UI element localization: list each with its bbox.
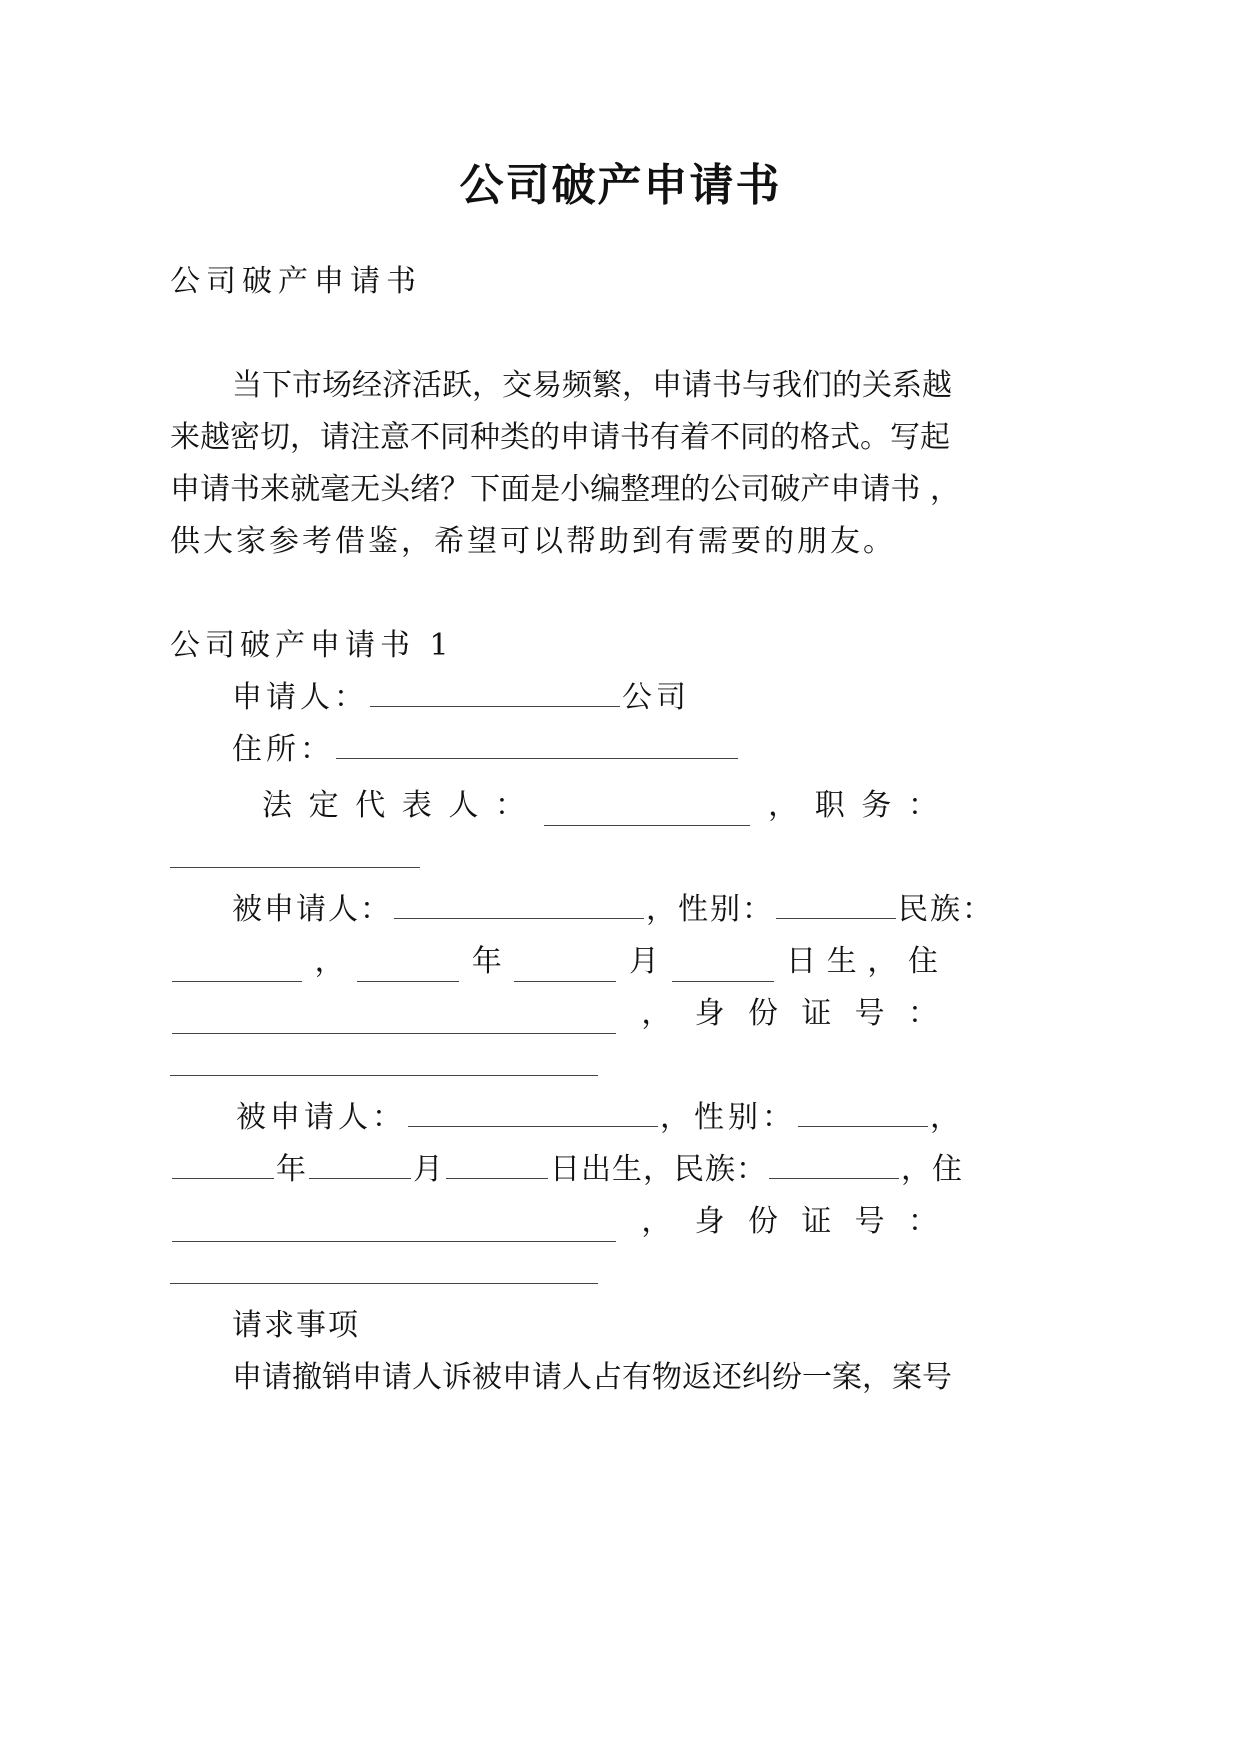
position-char: ： (907, 788, 938, 823)
respondent2-line-1 (236, 1098, 964, 1138)
request-text: 申请撤销申请人诉被申请人占有物返还纠纷一案，案号 (232, 1360, 952, 1395)
birth-year-blank (357, 955, 459, 982)
document-title: 公司破产申请书 (459, 160, 782, 211)
position-char: 务 (861, 788, 892, 823)
legal-rep-comma: ， (768, 788, 799, 823)
respondent1-ethnicity-label: 民族： (898, 892, 994, 927)
respondent2-gender-label: ，性别： (660, 1100, 796, 1135)
respondent1-id-blank (170, 1074, 598, 1076)
intro-line-4: 供大家参考借鉴，希望可以帮助到有需要的朋友。 (170, 524, 896, 559)
respondent1-address-blank (172, 1007, 616, 1034)
applicant-line (232, 678, 690, 718)
legal-rep-char: 表 (401, 788, 432, 823)
applicant-suffix: 公司 (622, 680, 690, 715)
day-char: 日 (786, 944, 817, 979)
residence-blank (336, 732, 738, 759)
year-label: 年 (276, 1152, 307, 1187)
id-char: 身 (694, 1204, 725, 1239)
day-char: 住 (907, 944, 938, 979)
id-char: 份 (747, 996, 778, 1031)
month-label: 月 (413, 1152, 444, 1187)
id-char: 号 (854, 1204, 885, 1239)
respondent1-label: 被申请人： (232, 892, 392, 927)
respondent1-ethnicity-blank (172, 955, 302, 982)
day-char: ， (867, 944, 898, 979)
year-label: 年 (471, 944, 502, 979)
respondent2-line-2 (170, 1150, 963, 1190)
legal-rep-char: 法 (262, 788, 292, 823)
birth-year-blank (172, 1152, 274, 1179)
section-heading: 公司破产申请书 1 (170, 628, 454, 663)
residence-line (232, 730, 740, 770)
day-char: 生 (826, 944, 857, 979)
legal-rep-blank (544, 799, 750, 826)
position-blank (170, 866, 420, 868)
respondent1-line-2 (170, 942, 938, 982)
respondent2-gender-blank (798, 1100, 928, 1127)
birth-month-blank (309, 1152, 411, 1179)
document-subtitle: 公司破产申请书 (170, 264, 422, 299)
respondent2-address-blank (172, 1215, 616, 1242)
respondent2-id-blank (170, 1282, 598, 1284)
id-char: 证 (801, 996, 832, 1031)
respondent2-name-blank (408, 1100, 658, 1127)
month-label: 月 (628, 944, 659, 979)
comma: ， (930, 1100, 964, 1135)
residence-label: 住所： (232, 732, 334, 767)
respondent2-label: 被申请人： (236, 1100, 406, 1135)
applicant-label: 申请人： (232, 680, 368, 715)
comma: ， (314, 944, 345, 979)
id-char: ， (641, 1204, 672, 1239)
respondent1-gender-label: ，性别： (646, 892, 774, 927)
respondent1-gender-blank (776, 892, 896, 919)
legal-rep-char: 人 (448, 788, 479, 823)
birth-day-blank (672, 955, 774, 982)
intro-line-3: 申请书来就毫无头绪？下面是小编整理的公司破产申请书 ， (170, 472, 960, 507)
id-char: 身 (694, 996, 725, 1031)
birth-day-blank (446, 1152, 548, 1179)
id-char: 份 (747, 1204, 778, 1239)
legal-rep-char: 定 (308, 788, 339, 823)
position-char: 职 (814, 788, 845, 823)
residence-label: ，住 (901, 1152, 963, 1187)
id-char: 证 (801, 1204, 832, 1239)
respondent1-line-1 (232, 890, 994, 930)
id-char: ， (641, 996, 672, 1031)
intro-line-1: 当下市场经济活跃，交易频繁，申请书与我们的关系越 (232, 368, 952, 403)
respondent1-name-blank (394, 892, 644, 919)
intro-line-2: 来越密切，请注意不同种类的申请书有着不同的格式。写起 (170, 420, 950, 455)
id-char: 号 (854, 996, 885, 1031)
id-char: ： (907, 1204, 938, 1239)
legal-rep-char: 代 (355, 788, 386, 823)
legal-rep-char: ： (494, 788, 525, 823)
respondent2-ethnicity-blank (769, 1152, 899, 1179)
respondent2-line-3 (170, 1202, 938, 1242)
born-label: 日出生，民族： (550, 1152, 767, 1187)
applicant-name-blank (370, 680, 620, 707)
legal-rep-line (262, 786, 938, 826)
respondent1-line-3 (170, 994, 938, 1034)
request-heading: 请求事项 (232, 1308, 360, 1343)
birth-month-blank (514, 955, 616, 982)
id-char: ： (907, 996, 938, 1031)
